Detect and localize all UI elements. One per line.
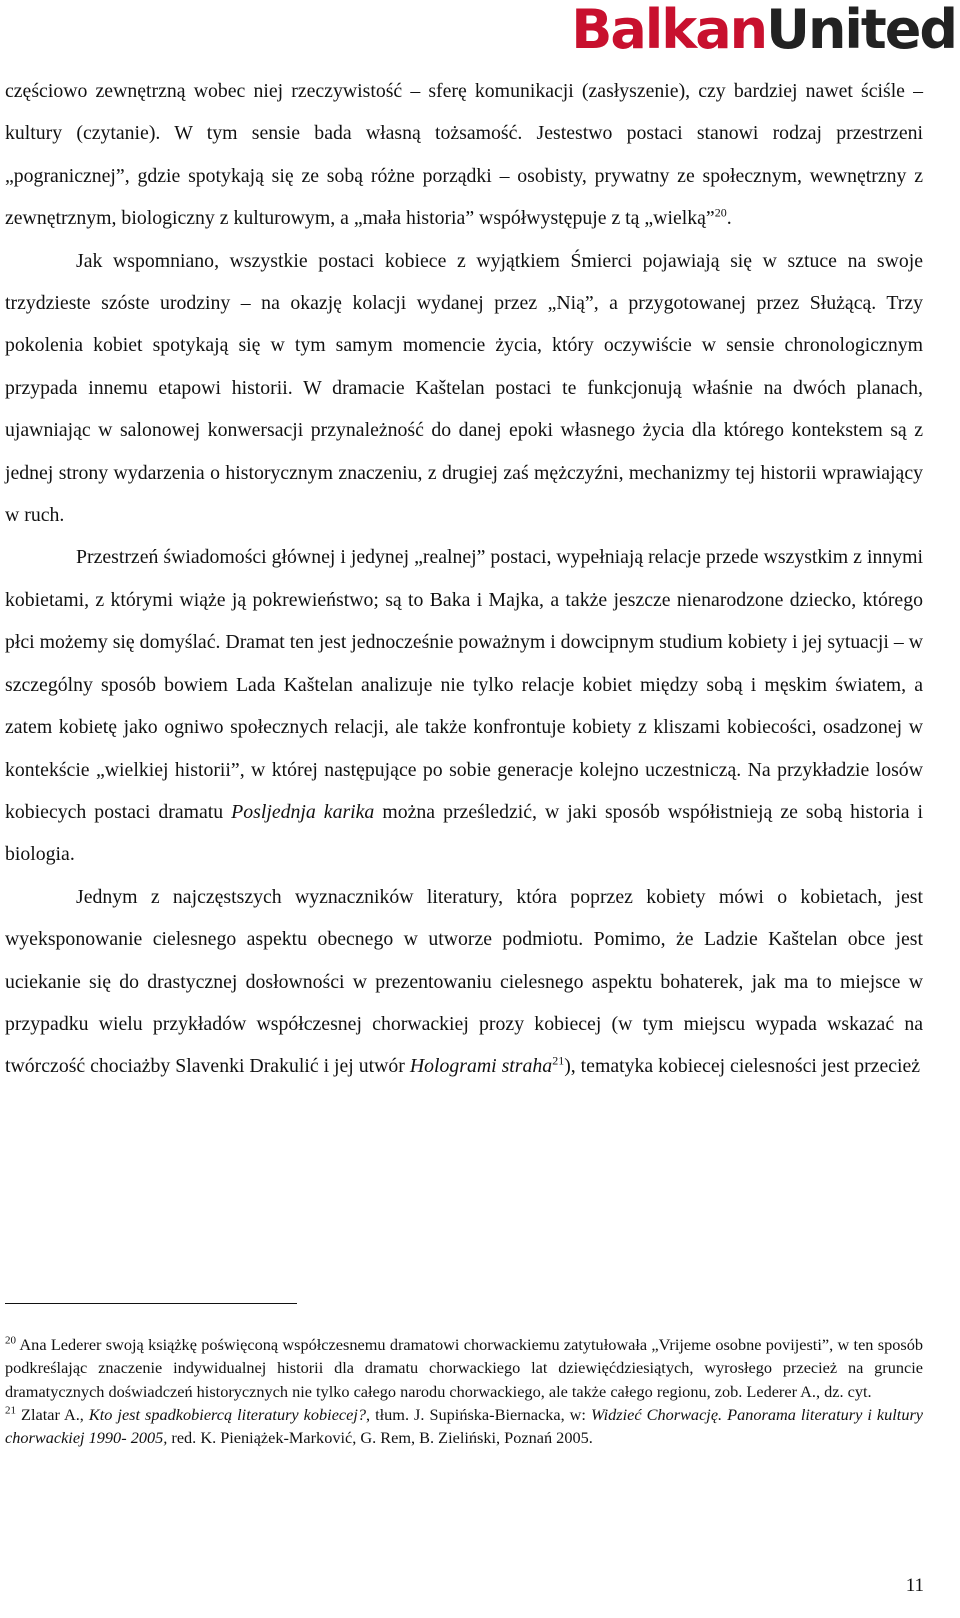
footnote-21-editors: red. K. Pieniążek-Marković, G. Rem, B. Zieliński, Poznań 2005. — [167, 1428, 593, 1448]
footnote-20 — [5, 1333, 923, 1403]
footnote-ref-20[interactable]: 20 — [714, 205, 727, 220]
document-body — [5, 70, 923, 1088]
paragraph-1 — [5, 70, 923, 240]
footnote-separator — [5, 1303, 297, 1304]
paragraph-4-end: ), tematyka kobiecej cielesności jest przecież — [564, 1055, 921, 1078]
footnote-20-number: 20 — [5, 1334, 16, 1347]
footnote-21 — [5, 1403, 923, 1450]
logo-text-balkan: Balkan — [571, 0, 767, 61]
paragraph-4-text: Jednym z najczęstszych wyznaczników literatury, która poprzez kobiety mówi o kobietach, jest wyeksponowanie cielesnego aspektu obecnego w utworze podmiotu. Pomimo, że Ladzie Kaštelan obce jest uciekanie się do drastycznej dosłowności w prezentowaniu cielesnego aspektu bohaterek, jak ma to miejsce w przypadku wielu przykładów współczesnej chorwackiej prozy kobiecej (w tym miejscu wypada wskazać na twórczość chociażby Slavenki Drakulić i jej utwór — [5, 885, 923, 1078]
work-title-hologrami-straha: Hologrami straha — [409, 1055, 553, 1078]
paragraph-3 — [5, 536, 923, 875]
work-title-posljednja-karika: Posljednja karika — [231, 800, 375, 823]
footnote-ref-21[interactable]: 21 — [552, 1053, 565, 1068]
footnote-20-text: Ana Lederer swoją książkę poświęconą współczesnemu dramatowi chorwackiemu zatytułowała „Vrijeme osobne povijesti”, w ten sposób podkreślając znaczenie indywidualnej historii dla dramatu chorwackiego lat dziewięćdziesiątych, wyrosłego przecież na gruncie dramatycznych doświadczeń historycznych nie tylko całego narodu chorwackiego, ale także całego regionu, zob. Lederer A., dz. cyt. — [5, 1335, 923, 1401]
paragraph-1-text: częściowo zewnętrzną wobec niej rzeczywistość – sferę komunikacji (zasłyszenie), czy bardziej nawet ściśle – kultury (czytanie). W tym sensie bada własną tożsamość. Jestestwo postaci stanowi rodzaj przestrzeni „pogranicznej”, gdzie spotykają się ze sobą różne porządki – osobisty, prywatny ze społecznym, wewnętrzny z zewnętrznym, biologiczny z kulturowym, a „mała historia” współwystępuje z tą „wielką” — [5, 80, 923, 230]
paragraph-1-end: . — [726, 207, 732, 230]
paragraph-3-text: Przestrzeń świadomości głównej i jedynej „realnej” postaci, wypełniają relacje przede wszystkim z innymi kobietami, z którymi wiąże ją pokrewieństwo; są to Baka i Majka, a także jeszcze nienarodzone dziecko, którego płci możemy się domyślać. Dramat ten jest jednocześnie poważnym i dowcipnym studium kobiety i jej sytuacji – w szczególny sposób bowiem Lada Kaštelan analizuje nie tylko relacje kobiet między sobą i męskim światem, a zatem kobietę jako ogniwo społecznych relacji, ale także konfrontuje kobiety z kliszami kobiecości, osadzonej w kontekście „wielkiej historii”, w której następujące po sobie generacje kolejno uczestniczą. Na przykładzie losów kobiecych postaci dramatu — [5, 546, 923, 823]
footnote-21-title: Kto jest spadkobiercą literatury kobiecej? — [88, 1404, 367, 1424]
logo-text-united: United — [766, 0, 956, 61]
paragraph-2: Jak wspomniano, wszystkie postaci kobiece z wyjątkiem Śmierci pojawiają się w sztuce na swoje trzydzieste szóste urodziny – na okazję kolacji wydanej przez „Nią”, a przygotowanej przez Służącą. Trzy pokolenia kobiet spotykają się w tym samym momencie życia, który oczywiście w sensie chronologicznym przypada innemu etapowi historii. W dramacie Kaštelan postaci te funkcjonują właśnie na dwóch planach, ujawniając w salonowej konwersacji przynależność do danej epoki własnego życia dla którego kontekstem są z jednej strony wydarzenia o historycznym znaczeniu, z drugiej zaś mężczyźni, mechanizmy tej historii wprawiający w ruch. — [5, 249, 923, 527]
paragraph-3-end: można prześledzić, w jaki sposób współistnieją ze sobą historia i biologia. — [5, 800, 924, 866]
footnote-21-translator: , tłum. J. Supińska-Biernacka, w: — [366, 1404, 591, 1424]
site-logo — [571, 0, 956, 60]
paragraph-4 — [5, 876, 923, 1088]
footnotes — [5, 1333, 923, 1449]
page-number: 11 — [905, 1575, 924, 1596]
footnote-21-number: 21 — [5, 1404, 16, 1417]
footnote-21-book-title: Widzieć Chorwację. Panorama literatury i kultury chorwackiej 1990- 2005, — [5, 1404, 924, 1448]
footnote-21-author: Zlatar A., — [16, 1404, 89, 1424]
